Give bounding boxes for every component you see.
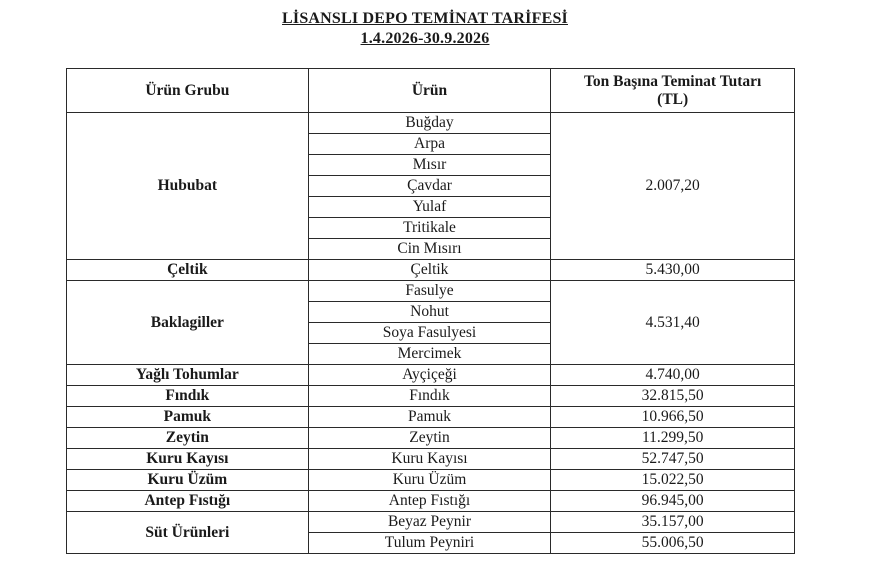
table-header-row — [67, 69, 795, 113]
product-cell: Arpa — [308, 134, 551, 155]
product-cell: Fındık — [308, 386, 551, 407]
product-cell: Yulaf — [308, 197, 551, 218]
document-period: 1.4.2026-30.9.2026 — [360, 30, 490, 47]
product-group-cell: Kuru Kayısı — [67, 449, 309, 470]
table-row — [67, 407, 795, 428]
table-row — [67, 470, 795, 491]
header-amount-label: Ton Başına Teminat Tutarı — [584, 72, 762, 90]
amount-cell: 4.740,00 — [551, 365, 795, 386]
product-cell: Kuru Üzüm — [308, 470, 551, 491]
amount-cell: 10.966,50 — [551, 407, 795, 428]
product-cell: Mısır — [308, 155, 551, 176]
table-row — [67, 512, 795, 533]
header-product: Ürün — [308, 69, 551, 113]
header-product-group: Ürün Grubu — [67, 69, 309, 113]
table-row — [67, 428, 795, 449]
product-group-cell: Kuru Üzüm — [67, 470, 309, 491]
table-row — [67, 281, 795, 302]
amount-cell: 11.299,50 — [551, 428, 795, 449]
product-cell: Çeltik — [308, 260, 551, 281]
amount-cell: 4.531,40 — [551, 281, 795, 365]
amount-cell: 5.430,00 — [551, 260, 795, 281]
amount-cell: 15.022,50 — [551, 470, 795, 491]
product-cell: Çavdar — [308, 176, 551, 197]
product-cell: Cin Mısırı — [308, 239, 551, 260]
tariff-table — [66, 68, 795, 554]
amount-cell: 32.815,50 — [551, 386, 795, 407]
product-cell: Ayçiçeği — [308, 365, 551, 386]
header-amount — [551, 69, 795, 113]
amount-cell: 96.945,00 — [551, 491, 795, 512]
product-group-cell: Yağlı Tohumlar — [67, 365, 309, 386]
product-cell: Soya Fasulyesi — [308, 323, 551, 344]
product-cell: Beyaz Peynir — [308, 512, 551, 533]
header-amount-unit: (TL) — [657, 90, 689, 108]
product-cell: Tritikale — [308, 218, 551, 239]
product-group-cell: Baklagiller — [67, 281, 309, 365]
product-cell: Mercimek — [308, 344, 551, 365]
amount-cell: 35.157,00 — [551, 512, 795, 533]
amount-cell: 55.006,50 — [551, 533, 795, 554]
product-group-cell: Pamuk — [67, 407, 309, 428]
product-group-cell: Antep Fıstığı — [67, 491, 309, 512]
document-title: LİSANSLI DEPO TEMİNAT TARİFESİ — [282, 10, 568, 27]
product-cell: Nohut — [308, 302, 551, 323]
table-body — [67, 113, 795, 554]
product-cell: Zeytin — [308, 428, 551, 449]
product-cell: Kuru Kayısı — [308, 449, 551, 470]
product-cell: Tulum Peyniri — [308, 533, 551, 554]
product-group-cell: Süt Ürünleri — [67, 512, 309, 554]
product-group-cell: Fındık — [67, 386, 309, 407]
table-row — [67, 491, 795, 512]
product-group-cell: Hububat — [67, 113, 309, 260]
table-row — [67, 113, 795, 134]
product-cell: Antep Fıstığı — [308, 491, 551, 512]
product-group-cell: Zeytin — [67, 428, 309, 449]
amount-cell: 2.007,20 — [551, 113, 795, 260]
amount-cell: 52.747,50 — [551, 449, 795, 470]
product-cell: Fasulye — [308, 281, 551, 302]
product-cell: Pamuk — [308, 407, 551, 428]
product-group-cell: Çeltik — [67, 260, 309, 281]
table-row — [67, 449, 795, 470]
table-row — [67, 386, 795, 407]
table-row — [67, 365, 795, 386]
table-row — [67, 260, 795, 281]
product-cell: Buğday — [308, 113, 551, 134]
